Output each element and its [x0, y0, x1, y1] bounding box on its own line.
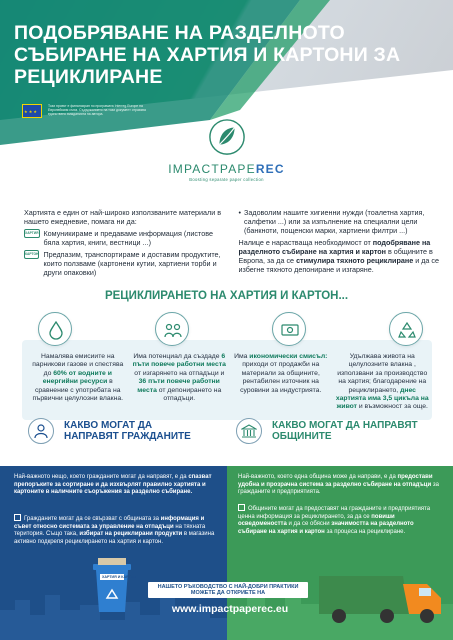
intro-lead: Хартията е един от най-широко използваните материали в нашето ежедневие, помага ни да: [24, 208, 222, 226]
recycling-bin-icon [90, 558, 134, 614]
fact-icon-circle [38, 312, 72, 346]
cardboard-tag-icon: КАРТОН [24, 250, 39, 259]
intro-need-text [239, 238, 440, 274]
citizen-icon-circle [28, 418, 54, 444]
logo-wordmark [0, 162, 453, 176]
fact-text: от депонирането на отпадъци. [156, 386, 222, 403]
paper-tag-icon: ХАРТИЯ [24, 229, 40, 238]
municipality-building-icon [241, 423, 257, 439]
fact-text: в сравнение с употребата на първични целулозни влакна. [32, 378, 124, 403]
municipalities-heading [236, 418, 422, 444]
fact-icon-circle [272, 312, 306, 346]
need-d: стимулира тяхното рециклиране [296, 256, 414, 265]
intro-right [239, 208, 440, 280]
fact-item [233, 345, 329, 423]
fact-text: Има потенциал да създаде [133, 353, 222, 360]
muni-p2c: и да се обясни [286, 521, 332, 528]
citizens-title: КАКВО МОГАТ ДА НАПРАВЯТ ГРАЖДАНИТЕ [64, 419, 191, 442]
fact-highlight: 6 пъти повече работни места [132, 353, 226, 369]
citizens-p2c: на тяхната територия. Също така, [14, 523, 206, 538]
bin-label: ХАРТИЯ И КАРТОН [102, 575, 136, 579]
intro-left [24, 208, 225, 280]
intro-bullet-text: Предпазим, транспортираме и доставим продуктите, които ползваме (картонени кутии, хартиени торби и други опаковки) [43, 250, 221, 277]
logo-tagline: Boosting separate paper collection [189, 177, 264, 182]
fact-highlight: 36 пъти повече работни места [137, 378, 220, 394]
muni-p2b: повиши осведомеността [238, 513, 395, 528]
citizens-paragraph-2 [14, 514, 219, 546]
municipalities-paragraph-1 [238, 474, 443, 497]
citizens-p2e: в магазина активно подкрепя рециклирането на хартия и картон. [14, 531, 215, 545]
logo-wordmark-a: IMPACTPAPE [168, 162, 256, 176]
muni-p1c: за гражданите и предприятията. [238, 481, 439, 496]
citizen-icon [33, 423, 49, 439]
municipality-icon-circle [236, 418, 262, 444]
municipalities-paragraph-2 [238, 504, 443, 536]
section-title: РЕЦИКЛИРАНЕТО НА ХАРТИЯ И КАРТОН... [104, 290, 349, 302]
need-a: Налице е нарастваща необходимост от [238, 238, 373, 247]
eu-flag-icon [22, 104, 42, 118]
intro-bullet [24, 250, 225, 277]
intro-section [24, 208, 439, 280]
fact-item [30, 345, 126, 423]
checkbox-icon [238, 504, 245, 511]
citizens-p2d: избират на рециклирани продукти [79, 531, 183, 538]
fact-highlight: икономически смисъл: [249, 353, 328, 360]
citizens-p1b: спазват препоръките за сортиране и да изхвърлят правилно хартията и картоните в наличните съоръжения за разделно събиране. [14, 474, 212, 496]
eu-funding-text: Този проект е финансиран по програмата Interreg Europe на Европейския съюз. Съдържанието на този документ отразява единствено вижданията на автора. [48, 104, 146, 117]
guide-banner: НАШЕТО РЪКОВОДСТВО С НАЙ-ДОБРИ ПРАКТИКИ МОЖЕТЕ ДА ОТКРИЕТЕ НА [148, 582, 308, 598]
recycle-icon [397, 320, 417, 340]
fact-text: приходи от продажби на материали за общините, рентабилен източник на суровини за индустрията. [240, 361, 322, 394]
workers-icon [163, 320, 183, 340]
project-logo [0, 118, 453, 182]
fact-text: Има [234, 353, 250, 360]
intro-dash-item: • Задоволим нашите хигиенни нужди (тоалетна хартия, салфетки ...) или за изпълнение на специални цели (банкноти, пощенски марки, хартиени филтри ...) [239, 208, 440, 235]
muni-p2d: значимостта на разделното събиране на хартия и картон [238, 521, 414, 535]
facts-row [30, 345, 430, 423]
fact-text: Намалява емисиите на парникови газове и спестява до [32, 353, 124, 377]
page-title: ПОДОБРЯВАНЕ НА РАЗДЕЛНОТО СЪБИРАНЕ НА ХАРТИЯ И КАРТОНИ ЗА РЕЦИКЛИРАНЕ [14, 22, 401, 88]
intro-bullet [24, 229, 225, 247]
muni-p1a: Най-важното, което една община може да направи, е да [238, 474, 398, 480]
fact-text: и възможност за още. [356, 403, 428, 411]
muni-p2e: за процеса на рециклиране. [324, 528, 406, 535]
fact-icon-circle [155, 312, 189, 346]
need-c: в общините в Европа, за да се [238, 247, 433, 265]
eu-funding-note [22, 104, 148, 118]
need-e: и да се избегне тяхното депониране и изгаряне. [238, 256, 439, 274]
intro-bullet-text: Комуникираме и предаваме информация (листове бяла хартия, книги, вестници ...) [43, 229, 213, 247]
logo-wordmark-b: REC [255, 162, 285, 176]
citizens-paragraph-1 [14, 474, 219, 497]
water-drop-icon [46, 320, 66, 340]
citizens-p1a: Най-важното нещо, което гражданите могат да направят, е да [14, 474, 189, 480]
fact-icon-circle [389, 312, 423, 346]
need-b: подобряване на разделното събиране на хартия и картон [238, 238, 431, 256]
citizens-heading [28, 418, 204, 444]
muni-p1b: предостави удобна и прозрачна система за разделно събиране на отпадъци [238, 474, 433, 488]
fact-text: от изгарянето на отпадъци и [134, 369, 225, 377]
fact-icons [38, 312, 423, 346]
fact-highlight: днес хартията има 3,5 цикъла на живот [335, 386, 429, 411]
garbage-truck-icon [317, 566, 447, 628]
fact-item [335, 345, 431, 423]
money-icon [280, 320, 300, 340]
fact-text: Удължава живота на целулозните влакна , използвани за производство на хартия; благодарение на рециклирането, [337, 353, 428, 394]
citizens-p2b: информация и съвет относно системата за управление на отпадъци [14, 516, 205, 530]
fact-item [132, 345, 228, 423]
checkbox-icon [14, 514, 21, 521]
citizens-p2a: Гражданите могат да се свързват с общината за [24, 516, 161, 522]
fact-highlight: 60% от водните и енергийни ресурси [42, 369, 112, 386]
muni-p2a: Общините могат да предоставят на гражданите и предприятията ценна информация за рециклирането, за да се [238, 506, 431, 520]
website-link[interactable]: www.impactpaperec.eu [171, 603, 289, 615]
municipalities-title: КАКВО МОГАТ ДА НАПРАВЯТ ОБЩИНИТЕ [272, 419, 418, 442]
leaf-logo-icon [208, 118, 246, 156]
intro-dash-text: Задоволим нашите хигиенни нужди (тоалетна хартия, салфетки ...) или за изпълнение на специални цели (банкноти, пощенски марки, хартиени филтри ...) [244, 208, 425, 235]
